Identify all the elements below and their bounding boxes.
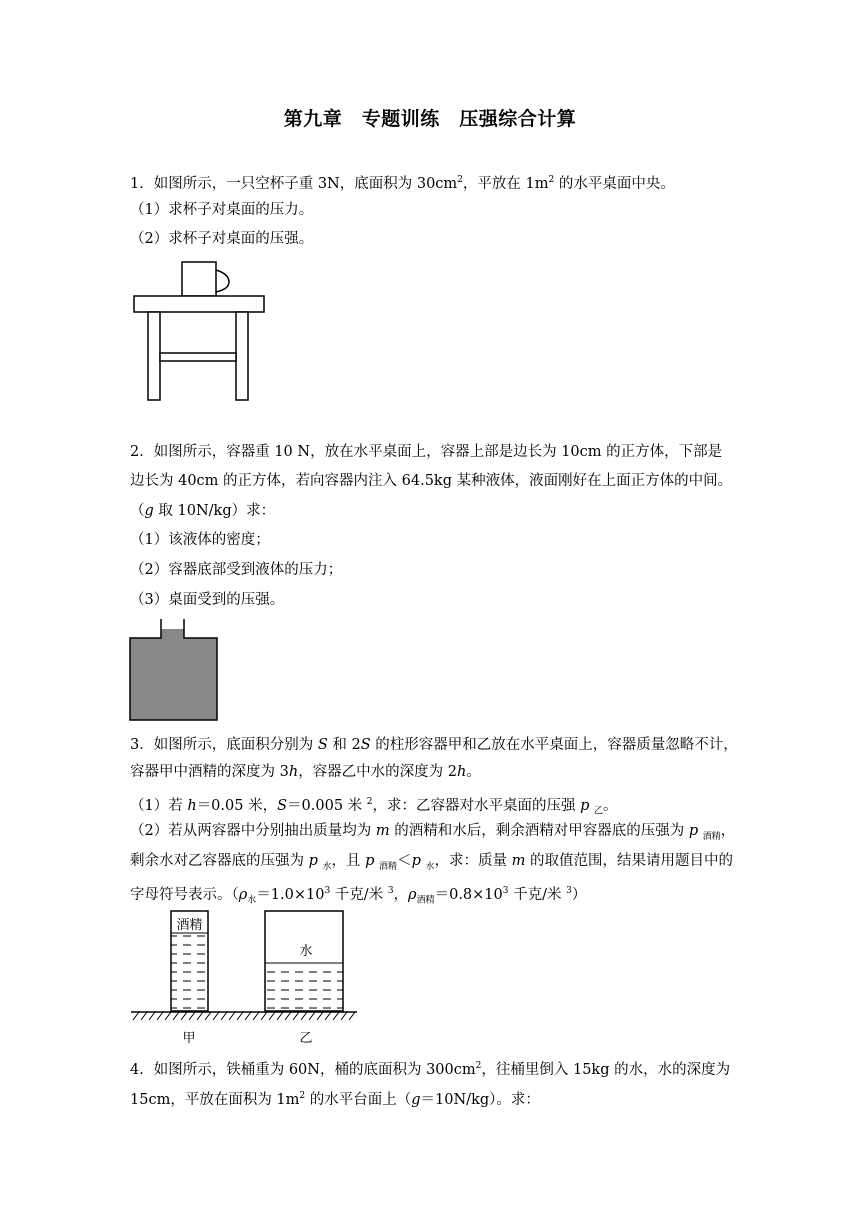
q2-figure-container [125,617,225,725]
q3-line2: 容器甲中酒精的深度为 3h，容器乙中水的深度为 2h。 [130,764,481,780]
q1-sup: 2 [457,175,463,185]
water-liquid [265,963,343,1011]
q1-stem [130,170,735,194]
q3-part1: （1）若 h＝0.05 米，S＝0.005 米 $^2$，求：乙容器对水平桌面的压强 p $_乙$。 [130,797,618,817]
tabletop [134,296,264,312]
q3-line1: 3．如图所示，底面积分别为 S 和 2S 的柱形容器甲和乙放在水平桌面上，容器质量忽略不计， [130,737,738,753]
q3-part2-line3: 字母符号表示。（$\rho_水=1.0\times 10^3$ 千克/米 $^3$，$\rho_{酒精}=0.8\times 10^3$ 千克/米 $^3$） [130,886,587,906]
cup-handle [216,270,229,292]
q3-part2-line2: 剩余水对乙容器底的压强为 p $_水$，且 p $_{酒精}$＜p $_水$，求：质量 m 的取值范围，结果请用题目中的 [130,853,733,872]
q2-line2: 边长为 40cm 的正方体，若向容器内注入 64.5kg 某种液体，液面刚好在上面正方体的中间。 [130,473,733,489]
q4-line1: 4．如图所示，铁桶重为 60N，桶的底面积为 $300cm^2$，往桶里倒入 15kg 的水，水的深度为 [130,1061,731,1078]
q2-line3-part: （ [130,503,145,519]
page-title: 第九章 专题训练 压强综合计算 [283,108,577,130]
label-water: 水 [299,944,313,959]
q3-figure-containers [125,905,365,1047]
q1-stem-part: ，平放在 1m [462,175,549,192]
q2-part2: （2）容器底部受到液体的压力； [130,562,343,578]
q1-part1: （1）求杯子对桌面的压力。 [130,202,314,218]
q2-line3 [130,501,735,521]
table-leg-right [236,312,248,400]
q2-part3: （3）桌面受到的压强。 [130,592,285,608]
q1-stem-part: 1．如图所示，一只空杯子重 3N，底面积为 30cm [130,175,458,192]
q2-line1: 2．如图所示，容器重 10 N，放在水平桌面上，容器上部是边长为 10cm 的正方体，下部是 [130,444,723,460]
q1-part2: （2）求杯子对桌面的压强。 [130,231,314,247]
q1-sup: 2 [548,175,555,185]
q4-line2: 15cm，平放在面积为 $1m^2$ 的水平台面上（g＝10N/kg）。求： [130,1091,540,1108]
q2-line3-part: 取 10N/kg）求： [153,503,276,519]
alcohol-liquid [171,933,208,1011]
ground-hatch [133,1012,355,1020]
label-alcohol: 酒精 [176,918,203,933]
liquid-body [130,638,217,720]
table-crossbar [160,353,236,361]
cup [182,262,216,296]
table-leg-left [148,312,160,400]
q1-figure-table-cup [125,256,275,406]
q1-stem-part: 的水平桌面中央。 [554,175,675,192]
q2-part1: （1）该液体的密度； [130,532,270,548]
liquid-neck [161,629,184,639]
q2-g-symbol: g [144,503,154,519]
label-jia: 甲 [182,1031,196,1046]
label-yi: 乙 [299,1031,313,1046]
q3-part2-line1: （2）若从两容器中分别抽出质量均为 m 的酒精和水后，剩余酒精对甲容器底的压强为 p $_{酒精}$， [130,823,736,842]
